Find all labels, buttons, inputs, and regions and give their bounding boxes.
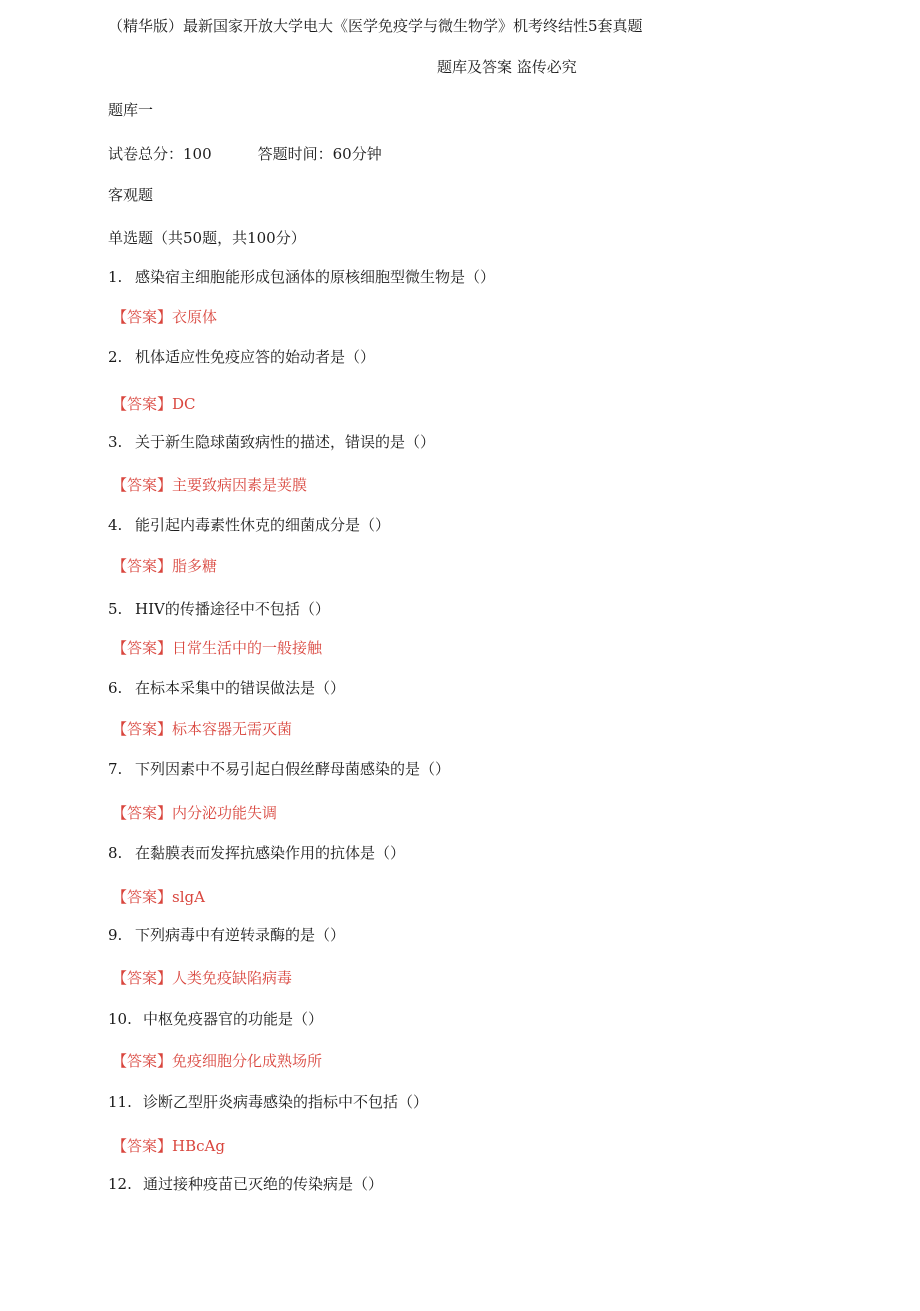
answer-text: HBcAg [172,1137,225,1155]
answer-line [112,475,307,495]
answer-text: 主要致病因素是荚膜 [172,476,308,494]
answer-line [112,1136,225,1156]
question-number: 12. [108,1175,132,1193]
answer-text: DC [172,395,196,413]
answer-prefix: 【答案】 [112,1052,173,1070]
section-label: 单选题（共50题，共100分） [108,229,306,247]
question-item [108,267,495,287]
total-score: 试卷总分：100 [108,145,212,163]
question-item [108,1092,428,1112]
question-text: 在标本采集中的错误做法是（） [135,679,346,697]
question-item [108,1174,383,1194]
question-number: 3. [108,433,123,451]
question-item [108,599,330,619]
question-number: 4. [108,516,123,534]
answer-line [112,556,217,576]
question-text: 通过接种疫苗已灭绝的传染病是（） [143,1175,384,1193]
answer-prefix: 【答案】 [112,1137,173,1155]
answer-text: slgA [172,888,205,906]
answer-text: 脂多糖 [172,557,218,575]
answer-line [112,1051,322,1071]
question-item [108,347,375,367]
answer-line [112,307,217,327]
question-number: 10. [108,1010,132,1028]
answer-text: 日常生活中的一般接触 [172,639,323,657]
question-number: 2. [108,348,123,366]
answer-line [112,803,277,823]
question-number: 8. [108,844,123,862]
answer-prefix: 【答案】 [112,395,173,413]
answer-prefix: 【答案】 [112,308,173,326]
question-number: 1. [108,268,123,286]
document-title-line-2: 题库及答案 盗传必究 [437,58,577,76]
answer-line [112,968,292,988]
question-text: 在黏膜表而发挥抗感染作用的抗体是（） [135,844,406,862]
question-number: 6. [108,679,123,697]
question-text: 下列因素中不易引起白假丝酵母菌感染的是（） [135,760,451,778]
question-item [108,515,390,535]
answer-prefix: 【答案】 [112,888,173,906]
time-limit: 答题时间：60分钟 [257,145,382,163]
answer-prefix: 【答案】 [112,969,173,987]
exam-meta [108,144,382,164]
question-text: 下列病毒中有逆转录酶的是（） [135,926,346,944]
question-item [108,1009,323,1029]
answer-prefix: 【答案】 [112,476,173,494]
question-item [108,678,345,698]
answer-text: 衣原体 [172,308,218,326]
document-title-line-1: （精华版）最新国家开放大学电大《医学免疫学与微生物学》机考终结性5套真题 [108,17,643,35]
question-number: 7. [108,760,123,778]
answer-line [112,394,196,414]
answer-prefix: 【答案】 [112,639,173,657]
answer-text: 人类免疫缺陷病毒 [172,969,293,987]
answer-text: 标本容器无需灭菌 [172,720,293,738]
question-text: 感染宿主细胞能形成包涵体的原核细胞型微生物是（） [135,268,496,286]
answer-prefix: 【答案】 [112,804,173,822]
objective-label: 客观题 [108,186,154,204]
question-text: 诊断乙型肝炎病毒感染的指标中不包括（） [143,1093,429,1111]
question-text: HIV的传播途径中不包括（） [135,600,330,618]
question-text: 关于新生隐球菌致病性的描述，错误的是（） [135,433,436,451]
answer-prefix: 【答案】 [112,720,173,738]
question-number: 9. [108,926,123,944]
question-number: 11. [108,1093,132,1111]
question-number: 5. [108,600,123,618]
question-item [108,432,435,452]
answer-line [112,719,292,739]
answer-text: 内分泌功能失调 [172,804,278,822]
question-text: 中枢免疫器官的功能是（） [143,1010,324,1028]
answer-line [112,887,205,907]
answer-text: 免疫细胞分化成熟场所 [172,1052,323,1070]
question-bank-label: 题库一 [108,101,154,119]
answer-prefix: 【答案】 [112,557,173,575]
question-text: 能引起内毒素性休克的细菌成分是（） [135,516,391,534]
question-item [108,925,345,945]
answer-line [112,638,322,658]
question-item [108,759,450,779]
question-item [108,843,405,863]
question-text: 机体适应性免疫应答的始动者是（） [135,348,376,366]
